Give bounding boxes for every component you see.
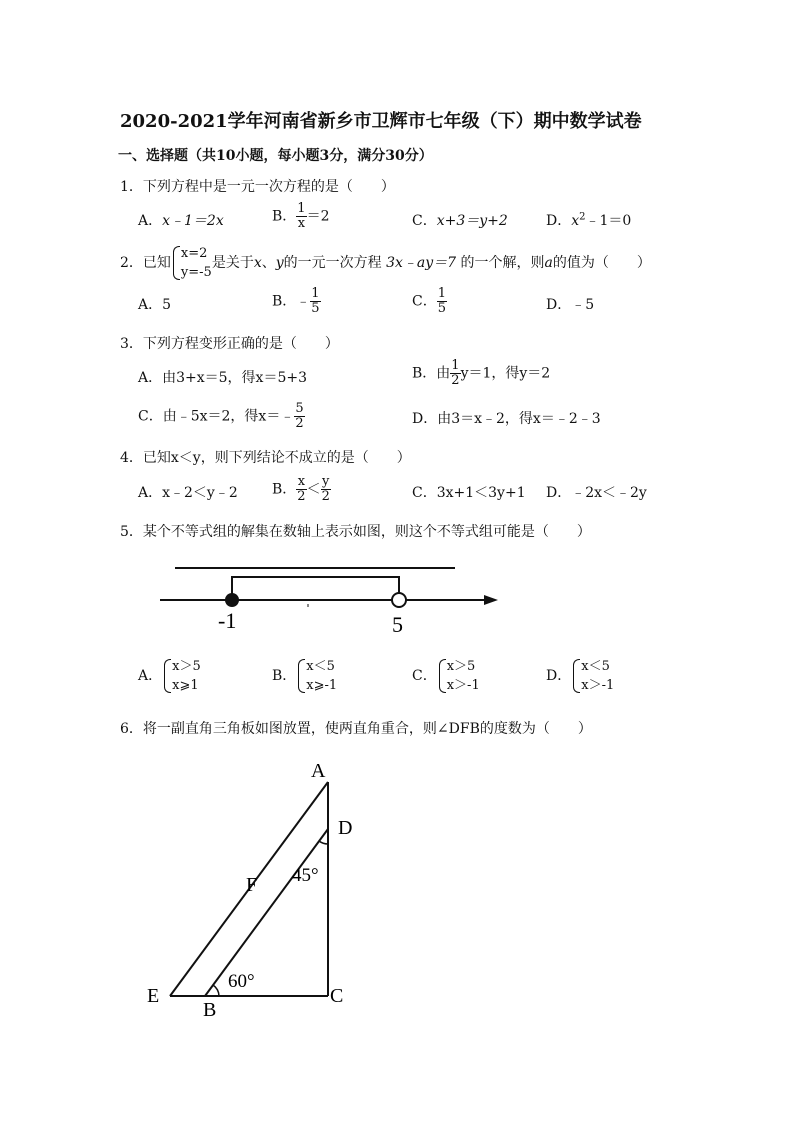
q3-option-b[interactable] [412, 359, 550, 388]
q2-option-b[interactable] [272, 287, 321, 316]
q3-option-c[interactable] [138, 402, 305, 431]
system-line-1: x＜5 [306, 659, 335, 674]
option-label: B． [272, 668, 297, 684]
fraction [450, 359, 460, 388]
option-text: x [571, 213, 580, 229]
inequality-system [162, 657, 201, 695]
inequality-system [296, 657, 337, 695]
option-text-rest: ﹣1＝0 [585, 213, 632, 229]
open-point [392, 593, 406, 607]
q4-option-d[interactable]: D．﹣2x＜﹣2y [546, 485, 647, 501]
q6-stem: 6．将一副直角三角板如图放置，使两直角重合，则∠DFB的度数为（ ） [120, 721, 592, 737]
system-line-1: x＞5 [446, 659, 476, 674]
variable: y [275, 255, 284, 271]
option-label: D． [546, 213, 572, 229]
q4-option-a[interactable]: A．x﹣2＜y﹣2 [138, 485, 238, 501]
system-line-2: x＞-1 [446, 678, 480, 693]
q5-option-d[interactable] [546, 657, 614, 695]
label-D: D [338, 817, 353, 839]
option-label: C． [412, 668, 437, 684]
fraction [296, 202, 306, 231]
label-45: 45° [292, 865, 319, 886]
denominator: 2 [451, 373, 460, 388]
stem-text: 的值为（ ） [552, 255, 651, 271]
inequality-system [437, 657, 480, 695]
q5-option-c[interactable] [412, 657, 480, 695]
equation-system [171, 244, 212, 282]
label-C: C [330, 985, 344, 1007]
inner-bracket [232, 577, 399, 600]
system-line-1: x=2 [180, 246, 208, 261]
fraction [437, 287, 447, 316]
q1-stem: 1．下列方程中是一元一次方程的是（ ） [120, 179, 395, 195]
denominator: 2 [295, 416, 304, 431]
closed-point [225, 593, 239, 607]
q3-option-d[interactable]: D．由3＝x﹣2，得x＝﹣2﹣3 [412, 411, 601, 427]
system-line-1: x＞5 [172, 659, 201, 674]
option-text: x﹣1＝2x [162, 213, 224, 229]
option-label: D． [546, 668, 572, 684]
option-label: B．由 [412, 365, 451, 382]
label-E: E [147, 985, 160, 1007]
option-label: B． [272, 481, 297, 498]
system-line-2: y=-5 [180, 265, 212, 280]
q2-stem [120, 244, 651, 282]
numerator: x [297, 474, 306, 489]
minus-sign: ﹣ [296, 293, 311, 310]
q4-stem: 4．已知x＜y，则下列结论不成立的是（ ） [120, 450, 411, 466]
fraction [294, 402, 304, 431]
label-B: B [203, 999, 217, 1021]
option-label: B． [272, 293, 297, 310]
stem-text: 的一个解，则 [460, 255, 545, 271]
label-F: F [246, 874, 258, 896]
option-label: C． [412, 293, 437, 310]
stem-text: 2．已知 [120, 255, 171, 271]
q1-option-b[interactable] [272, 202, 330, 231]
label-right: 5 [392, 612, 403, 637]
q5-option-a[interactable] [138, 657, 201, 695]
numerator: 5 [295, 401, 304, 416]
system-line-2: x⩾1 [172, 678, 199, 693]
option-label: B． [272, 208, 297, 225]
q2-option-c[interactable] [412, 287, 447, 316]
stem-text: 的一元一次方程 [283, 255, 382, 271]
option-label: C．由﹣5x＝2，得x＝﹣ [138, 408, 295, 425]
q2-option-d[interactable]: D．﹣5 [546, 297, 595, 313]
angle-45-arc [319, 841, 328, 844]
option-text: x+3＝y+2 [436, 213, 508, 229]
inequality-system [571, 657, 614, 695]
number-line-figure [150, 560, 510, 650]
equation: 3x﹣ay＝7 [386, 255, 457, 271]
denominator: 5 [437, 301, 446, 316]
label-60: 60° [228, 971, 255, 992]
variable: x [253, 255, 262, 271]
triangle-figure [135, 750, 395, 1050]
numerator: 1 [297, 201, 306, 216]
numerator: 1 [311, 286, 320, 301]
system-line-2: x＞-1 [581, 678, 615, 693]
stem-text: 、 [261, 255, 276, 271]
side-DB [205, 829, 328, 996]
numerator: 1 [437, 286, 446, 301]
denominator: 5 [311, 301, 320, 316]
q1-option-c[interactable] [412, 210, 508, 230]
axis-arrow [484, 595, 498, 605]
q2-option-a[interactable]: A．5 [138, 297, 172, 313]
numerator: y [322, 474, 330, 489]
page-title: 2020-2021学年河南省新乡市卫辉市七年级（下）期中数学试卷 [120, 111, 642, 132]
q4-option-b[interactable] [272, 475, 331, 504]
option-label: C． [412, 213, 437, 229]
q3-stem: 3．下列方程变形正确的是（ ） [120, 336, 339, 352]
numerator: 1 [451, 358, 460, 373]
stem-text: 是关于 [211, 255, 254, 271]
system-line-1: x＜5 [581, 659, 610, 674]
q1-option-a[interactable] [138, 210, 224, 230]
label-left: -1 [218, 608, 237, 633]
section-heading: 一、选择题（共10小题，每小题3分，满分30分） [118, 148, 433, 164]
less-than: ＜ [306, 481, 321, 498]
exponent: 2 [579, 211, 586, 223]
q5-option-b[interactable] [272, 657, 337, 695]
q3-option-a[interactable]: A．由3+x＝5，得x＝5+3 [138, 370, 307, 386]
option-label: A． [138, 213, 163, 229]
option-label: A． [138, 668, 163, 684]
fraction [321, 475, 331, 504]
variable: a [544, 255, 553, 271]
option-text: y＝1，得y＝2 [460, 365, 551, 382]
q5-stem: 5．某个不等式组的解集在数轴上表示如图，则这个不等式组可能是（ ） [120, 524, 591, 540]
denominator: 2 [321, 489, 330, 504]
option-text: ＝2 [306, 208, 330, 225]
q1-option-d[interactable] [546, 210, 631, 230]
denominator: 2 [297, 489, 306, 504]
angle-60-arc [213, 985, 219, 996]
system-line-2: x⩾-1 [306, 678, 338, 693]
fraction [310, 287, 320, 316]
q4-option-c[interactable]: C．3x+1＜3y+1 [412, 485, 526, 501]
label-A: A [311, 760, 326, 782]
denominator: x [297, 216, 306, 231]
fraction [296, 475, 306, 504]
